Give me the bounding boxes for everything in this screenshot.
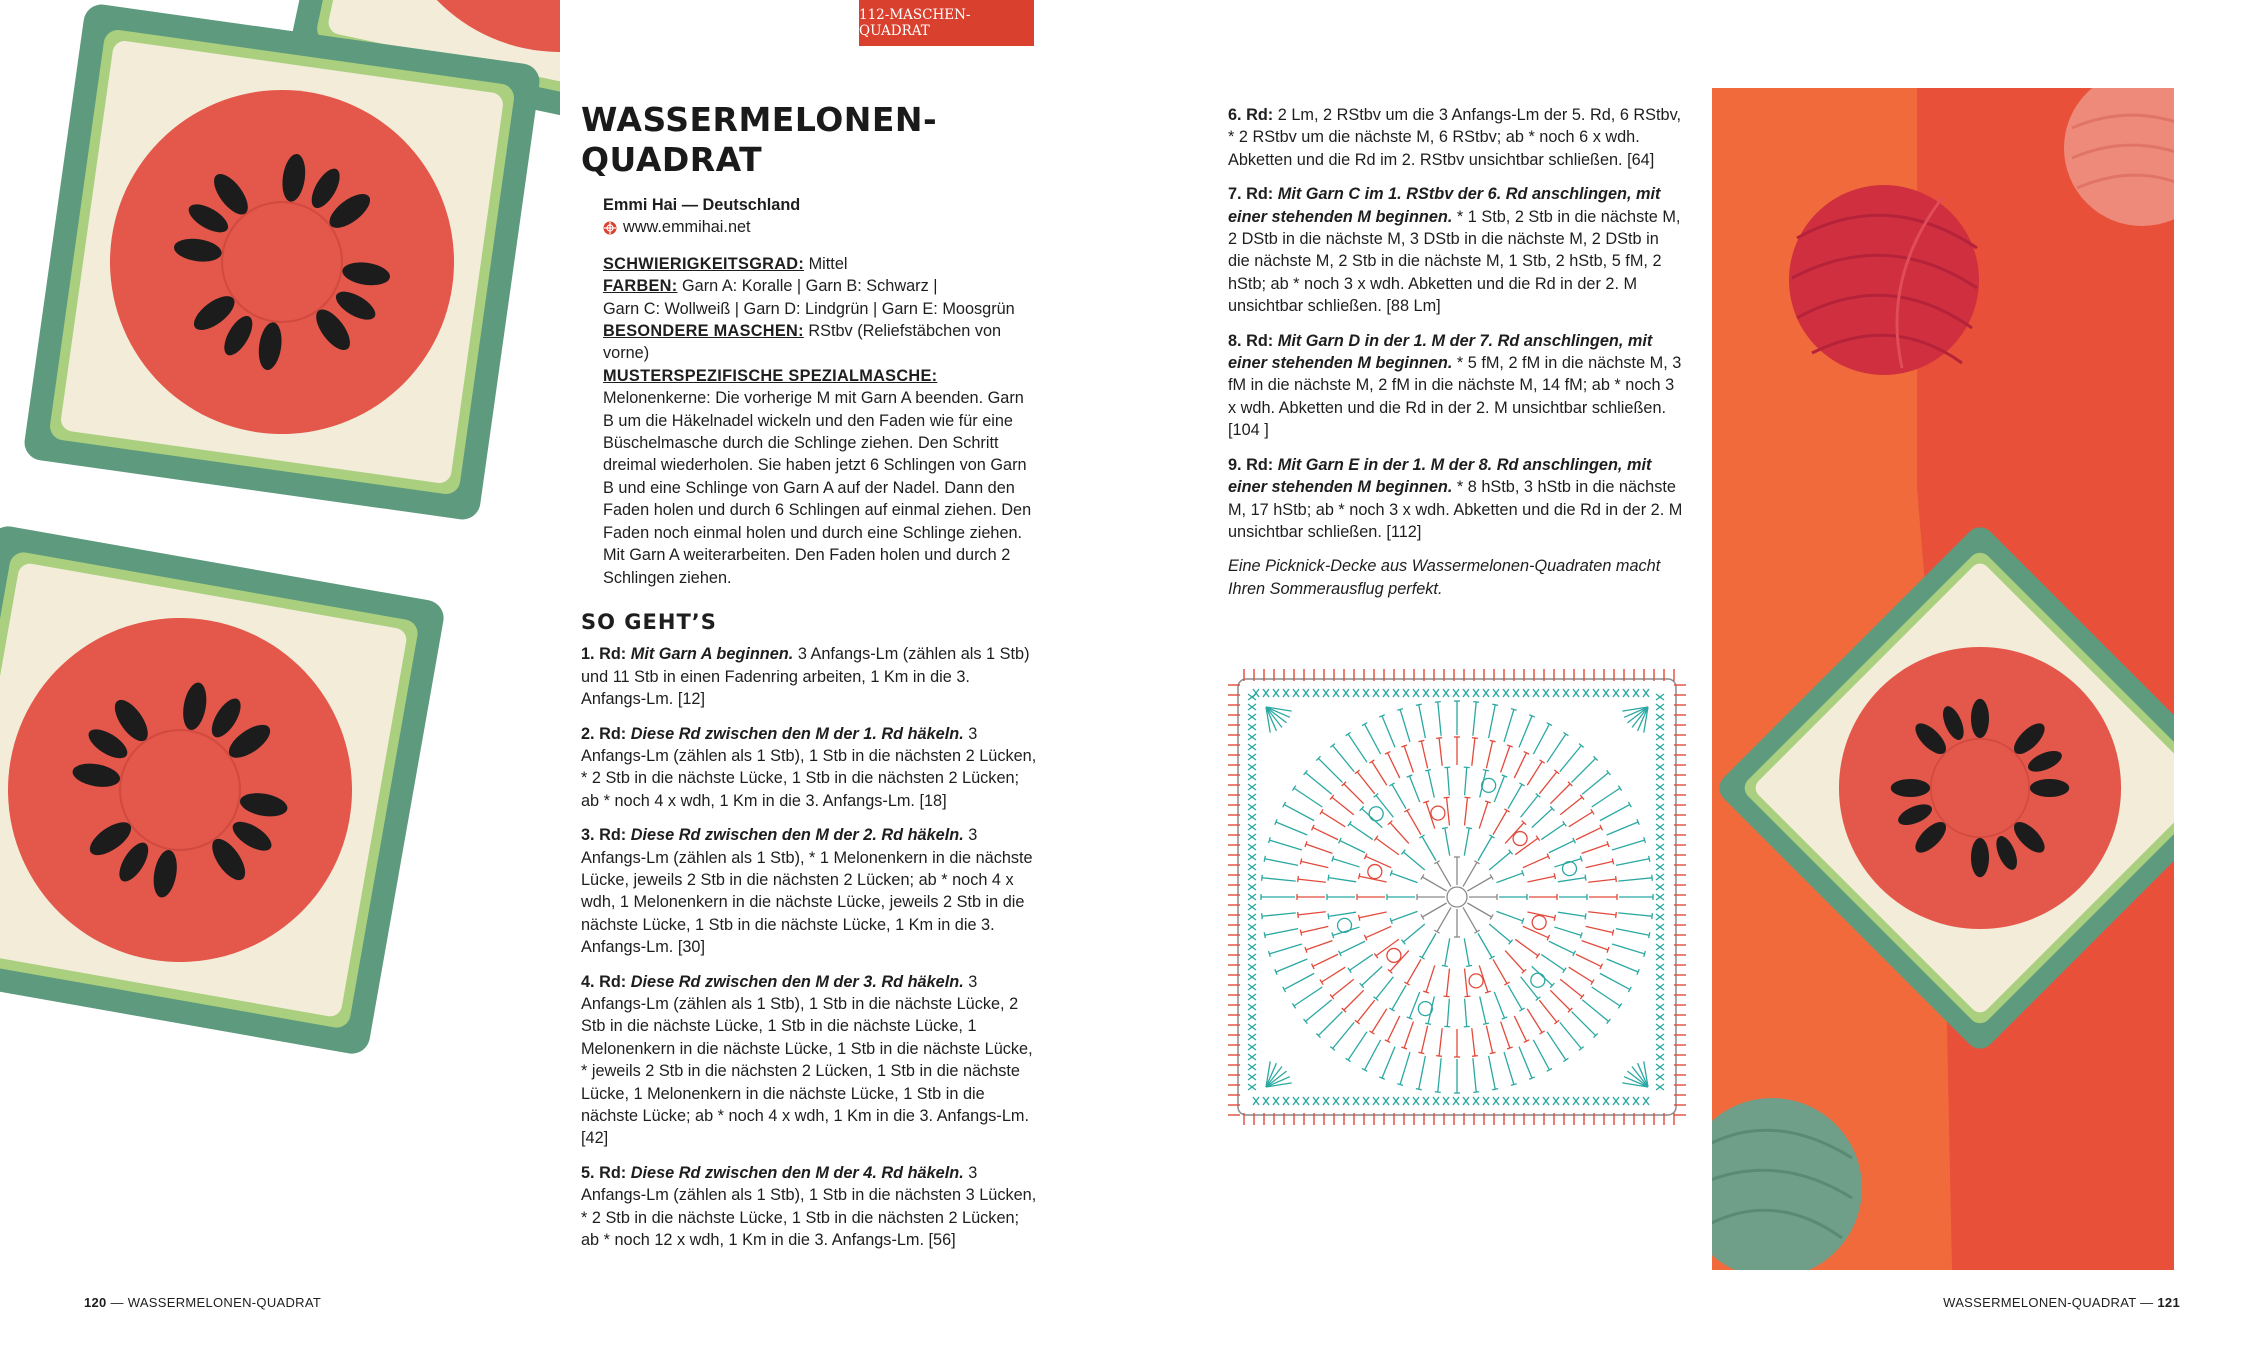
step-number: 8. Rd: <box>1228 331 1274 350</box>
step-left-4 <box>581 971 1037 1150</box>
step-text: * 8 hStb, 3 hStb in die nächste M, 17 hStb; ab * noch 3 x wdh. Abketten und die Rd in der 2. M unsichtbar schließen. [112] <box>1228 478 1683 541</box>
page-number-left <box>84 1295 321 1310</box>
steps-list-left <box>581 643 1037 1251</box>
step-right-4 <box>1228 454 1684 544</box>
photo-caption: Eine Picknick-Decke aus Wassermelonen-Quadraten macht Ihren Sommerausflug perfekt. <box>1228 557 1661 598</box>
step-text: * 5 fM, 2 fM in die nächste M, 3 fM in die nächste M, 2 fM in die nächste M, 14 fM; ab * noch 3 x wdh. Abketten und die Rd in der 2. M unsichtbar schließen. [104 ] <box>1228 354 1682 440</box>
colors-label: FARBEN: <box>603 277 678 296</box>
crochet-chart-diagram <box>1226 667 1688 1127</box>
step-number: 6. Rd: <box>1228 106 1274 124</box>
page-num-left: 120 <box>84 1295 107 1310</box>
designer-name: Emmi Hai — Deutschland <box>603 196 801 214</box>
colors-row <box>603 275 1037 320</box>
step-left-3 <box>581 824 1037 958</box>
title-line-1: WASSERMELONEN- <box>581 100 938 139</box>
pattern-stitch-label: MUSTERSPEZIFISCHE SPEZIALMASCHE: <box>603 366 938 385</box>
step-number: 1. Rd: <box>581 645 627 664</box>
running-head-left: — WASSERMELONEN-QUADRAT <box>110 1295 322 1310</box>
colors-value-1: Garn A: Koralle | Garn B: Schwarz | <box>682 277 938 296</box>
difficulty-row <box>603 253 1037 275</box>
difficulty-label: SCHWIERIGKEITSGRAD: <box>603 254 805 273</box>
pattern-stitch-value: Melonenkerne: Die vorherige M mit Garn A beenden. Garn B um die Häkelnadel wickeln und den Faden wie für eine Büschelmasche durch die Schlinge ziehen. Den Schritt dreimal wiederholen. Sie haben jetzt 6 Schlingen von Garn B und eine Schlinge von Garn A auf der Nadel. Dann den Faden holen und durch 6 Schlingen auf einmal ziehen. Den Faden noch einmal holen und durch eine Schlinge ziehen. Mit Garn A weiterarbeiten. Den Faden holen und durch 2 Schlingen ziehen. <box>603 389 1032 587</box>
step-lead: Diese Rd zwischen den M der 1. Rd häkeln. <box>630 724 964 743</box>
right-text-column <box>1228 104 1684 616</box>
page-number-right <box>1943 1295 2180 1310</box>
running-head-right: WASSERMELONEN-QUADRAT — <box>1943 1295 2154 1310</box>
step-number: 3. Rd: <box>581 826 627 845</box>
step-left-1 <box>581 643 1037 710</box>
special-stitches-label: BESONDERE MASCHEN: <box>603 322 804 341</box>
step-lead: Diese Rd zwischen den M der 4. Rd häkeln. <box>630 1163 964 1182</box>
photo-crochet-square-right <box>1712 88 2174 1270</box>
step-text: 3 Anfangs-Lm (zählen als 1 Stb), 1 Stb in die nächsten 2 Lücken, * 2 Stb in die nächste Lücke, 1 Stb in die nächsten 2 Lücken; ab * noch 4 x wdh, 1 Km in die 3. Anfangs-Lm. [18] <box>581 724 1037 810</box>
step-number: 9. Rd: <box>1228 455 1274 474</box>
step-text: 2 Lm, 2 RStbv um die 3 Anfangs-Lm der 5. Rd, 6 RStbv, * 2 RStbv um die nächste M, 6 RStbv; ab * noch 6 x wdh. Abketten und die Rd im 2. RStbv unsichtbar schließen. [64] <box>1228 106 1682 169</box>
step-lead: Mit Garn D in der 1. M der 7. Rd anschlingen, mit einer stehenden M beginnen. <box>1228 331 1653 373</box>
web-globe-icon <box>603 221 617 235</box>
step-left-5 <box>581 1162 1037 1252</box>
step-number: 5. Rd: <box>581 1163 627 1182</box>
step-lead: Diese Rd zwischen den M der 3. Rd häkeln. <box>630 972 964 991</box>
step-text: * 1 Stb, 2 Stb in die nächste M, 2 DStb in die nächste M, 3 DStb in die nächste M, 2 DStb in die nächste M, 2 Stb in die nächste M, 1 Stb, 2 hStb, 5 fM, 2 hStb; ab * noch 3 x wdh. Abketten und die Rd in der 2. M unsichtbar schließen. [88 Lm] <box>1228 207 1681 316</box>
step-lead: Mit Garn E in der 1. M der 8. Rd anschlingen, mit einer stehenden M beginnen. <box>1228 455 1652 497</box>
steps-list-right <box>1228 104 1684 543</box>
website-link[interactable]: www.emmihai.net <box>623 218 751 237</box>
step-right-2 <box>1228 183 1684 317</box>
pattern-stitch-row <box>603 365 1037 589</box>
section-heading: SO GEHT’S <box>581 609 717 634</box>
step-lead: Diese Rd zwischen den M der 2. Rd häkeln. <box>630 826 964 845</box>
step-right-1 <box>1228 104 1684 171</box>
step-number: 4. Rd: <box>581 972 627 991</box>
page-title <box>581 100 1037 180</box>
step-text: 3 Anfangs-Lm (zählen als 1 Stb) und 11 Stb in einen Fadenring arbeiten, 1 Km in die 3. Anfangs-Lm. [12] <box>581 645 1030 709</box>
step-number: 2. Rd: <box>581 724 627 743</box>
chapter-tag: 112-MASCHEN-QUADRAT <box>859 0 1034 46</box>
website-row <box>603 216 1037 238</box>
step-text: 3 Anfangs-Lm (zählen als 1 Stb), 1 Stb in die nächsten 3 Lücken, * 2 Stb in die nächste Lücke, 1 Stb in die nächsten 2 Lücken; ab * noch 12 x wdh, 1 Km in die 3. Anfangs-Lm. [56] <box>581 1163 1037 1250</box>
left-text-column <box>581 100 1037 1263</box>
special-stitches-row <box>603 320 1037 365</box>
colors-value-2: Garn C: Wollweiß | Garn D: Lindgrün | Garn E: Moosgrün <box>603 299 1015 318</box>
photo-crochet-squares-left <box>0 0 560 1150</box>
yarn-ball-red <box>1789 185 1979 375</box>
step-number: 7. Rd: <box>1228 185 1274 204</box>
step-lead: Mit Garn C im 1. RStbv der 6. Rd anschlingen, mit einer stehenden M beginnen. <box>1228 185 1661 226</box>
title-line-2: QUADRAT <box>581 140 763 179</box>
step-text: 3 Anfangs-Lm (zählen als 1 Stb), 1 Stb in die nächste Lücke, 2 Stb in die nächste Lücke, 1 Stb in die nächste Lücke, 1 Melonenkern in die nächste Lücke, 1 Stb in die nächste Lücke, * jeweils 2 Stb in die nächsten 2 Lücken, 1 Stb in die nächste Lücke, 1 Melonenkern in die nächste Lücke, 1 Stb in die nächste Lücke; ab * noch 4 x wdh, 1 Km in die 3. Anfangs-Lm. [42] <box>581 972 1033 1148</box>
difficulty-value: Mittel <box>808 254 848 273</box>
special-stitches-value: RStbv (Reliefstäbchen von vorne) <box>603 322 1002 363</box>
step-left-2 <box>581 723 1037 813</box>
step-lead: Mit Garn A beginnen. <box>630 645 794 664</box>
step-text: 3 Anfangs-Lm (zählen als 1 Stb), * 1 Melonenkern in die nächste Lücke, jeweils 2 Stb in die nächsten 2 Lücken; ab * noch 4 x wdh, 1 Melonenkern in die nächste Lücke, jeweils 2 Stb in die nächste Lücke, 1 Stb in die nächste Lücke, 1 Km in die 3. Anfangs-Lm. [30] <box>581 826 1033 957</box>
info-block <box>603 253 1037 589</box>
page-num-right: 121 <box>2157 1295 2180 1310</box>
step-right-3 <box>1228 330 1684 442</box>
